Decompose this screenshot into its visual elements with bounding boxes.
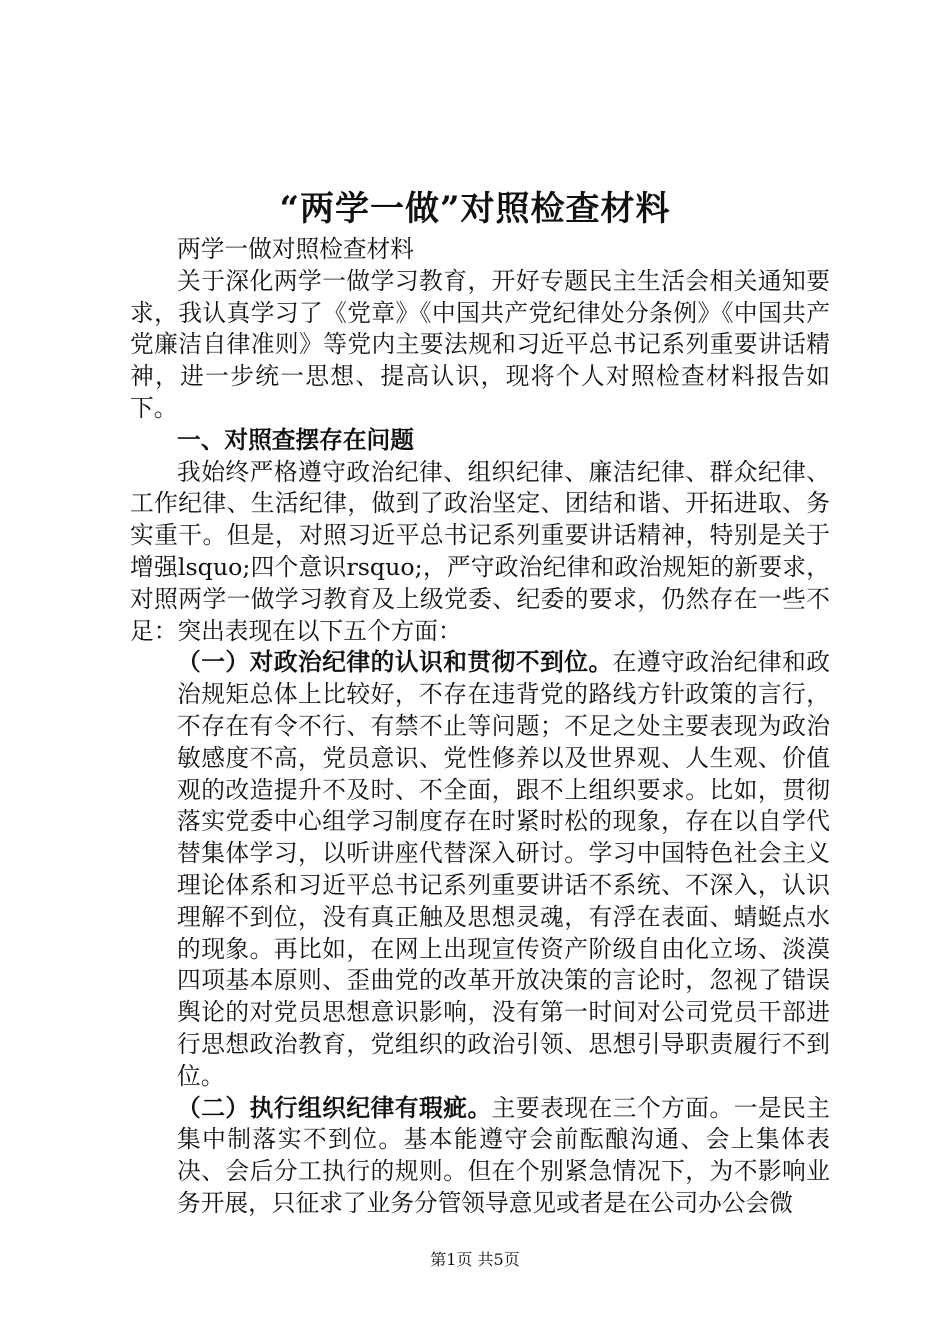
item-one-lead: （一）对政治纪律的认识和贯彻不到位。 [177, 648, 613, 677]
section-paragraph: 我始终严格遵守政治纪律、组织纪律、廉洁纪律、群众纪律、工作纪律、生活纪律，做到了政治坚定、团结和谐、开拓进取、务实重干。但是，对照习近平总书记系列重要讲话精神，特别是关于增强lsquo;四个意识rsquo;，严守政治纪律和政治规矩的新要求，对照两学一做学习教育及上级党委、纪委的要求，仍然存在一些不足：突出表现在以下五个方面： [130, 457, 830, 645]
page-footer: 第1页 共5页 [430, 1250, 520, 1269]
intro-paragraph: 关于深化两学一做学习教育，开好专题民主生活会相关通知要求，我认真学习了《党章》《中国共产党纪律处分条例》《中国共产党廉洁自律准则》等党内主要法规和习近平总书记系列重要讲话精神，进一步统一思想、提高认识，现将个人对照检查材料报告如下。 [130, 266, 830, 422]
item-one-text: 在遵守政治纪律和政治规矩总体上比较好，不存在违背党的路线方针政策的言行，不存在有令不行、有禁不止等问题；不足之处主要表现为政治敏感度不高，党员意识、党性修养以及世界观、人生观、价值观的改造提升不及时、不全面，跟不上组织要求。比如，贯彻落实党委中心组学习制度存在时紧时松的现象，存在以自学代替集体学习，以听讲座代替深入研讨。学习中国特色社会主义理论体系和习近平总书记系列重要讲话不系统、不深入，认识理解不到位，没有真正触及思想灵魂，有浮在表面、蜻蜓点水的现象。再比如，在网上出现宣传资产阶级自由化立场、淡漠四项基本原则、歪曲党的改革开放决策的言论时，忽视了错误舆论的对党员思想意识影响，没有第一时间对公司党员干部进行思想政治教育，党组织的政治引领、思想引导职责履行不到位。 [177, 648, 830, 1090]
item-two-lead: （二）执行组织纪律有瑕疵。 [177, 1093, 492, 1122]
document-title: “两学一做”对照检查材料 [279, 189, 671, 229]
document-body [130, 234, 830, 1220]
section-heading: 一、对照查摆存在问题 [177, 425, 414, 454]
item-two-paragraph [130, 1093, 830, 1220]
item-one-paragraph [130, 647, 830, 1092]
item-two-text: 主要表现在三个方面。一是民主集中制落实不到位。基本能遵守会前酝酿沟通、会上集体表决、会后分工执行的规则。但在个别紧急情况下，为不影响业务开展，只征求了业务分管领导意见或者是在公司办公会微 [177, 1093, 830, 1217]
subtitle-paragraph: 两学一做对照检查材料 [177, 235, 414, 263]
